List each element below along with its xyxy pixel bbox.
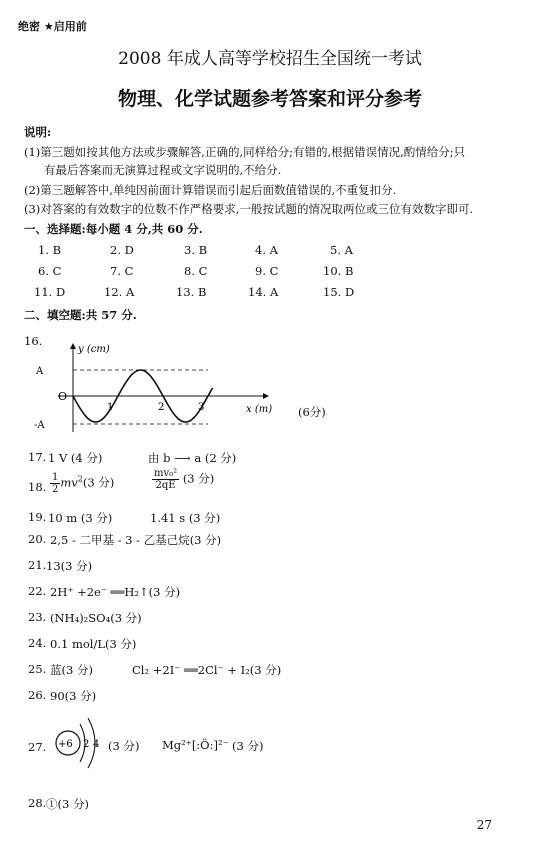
mc-answer: 4. A <box>255 243 278 257</box>
y-axis-label: y (cm) <box>78 344 110 355</box>
note-2: (2)第三题解答中,单纯因前面计算错误而引起后面数值错误的,不重复扣分. <box>24 183 397 197</box>
page-number: 27 <box>476 818 492 832</box>
q27-number: 27. <box>28 740 47 754</box>
q17-answer-a: 1 V (4 分) <box>48 451 103 465</box>
mc-answer: 1. B <box>38 243 62 257</box>
exam-title: 2008 年成人高等学校招生全国统一考试 <box>118 49 422 69</box>
q22-answer: 2H⁺ +2e⁻ ══H₂↑(3 分) <box>50 585 181 599</box>
q16-score: (6分) <box>298 405 326 419</box>
q25-answer-b: Cl₂ +2I⁻ ══2Cl⁻ + I₂(3 分) <box>132 663 282 677</box>
note-3: (3)对答案的有效数字的位数不作严格要求,一般按试题的情况取两位或三位有效数字即可. <box>24 202 474 216</box>
fraction-mv-2qe: $\frac{\text{mv₀²}}{2qE}$ <box>154 468 178 491</box>
x-tick-label: 3 <box>198 402 205 413</box>
q20-answer: 2,5 - 二甲基 - 3 - 乙基己烷(3 分) <box>50 533 222 547</box>
q19-answer-a: 10 m (3 分) <box>48 511 113 525</box>
q19-answer-b: 1.41 s (3 分) <box>150 511 221 525</box>
neg-amplitude-label: -A <box>34 420 45 431</box>
mc-answer: 15. D <box>323 285 355 299</box>
x-tick-label: 2 <box>158 402 165 413</box>
q17-number: 17. <box>28 450 47 464</box>
mc-answer: 7. C <box>110 264 134 278</box>
amplitude-label: A <box>36 366 44 377</box>
mc-answer: 2. D <box>110 243 134 257</box>
shell1-electrons: 2 <box>83 739 90 750</box>
q18-answer-b: $\frac{\text{mv₀²}}{2qE}$ (3 分) <box>154 468 215 491</box>
section2-heading: 二、填空题:共 57 分. <box>24 308 137 322</box>
shell2-electrons: 4 <box>93 739 100 750</box>
confidential-mark: 绝密 ★启用前 <box>18 20 87 33</box>
mc-answer: 13. B <box>176 285 207 299</box>
q17-answer-b: 由 b ⟶ a (2 分) <box>148 451 237 465</box>
q21-number: 21. <box>28 558 47 572</box>
mc-answer: 11. D <box>34 285 66 299</box>
notes-heading: 说明: <box>24 125 52 139</box>
answer-key-title: 物理、化学试题参考答案和评分参考 <box>117 88 422 110</box>
q27-score-a: (3 分) <box>108 739 140 753</box>
section1-heading: 一、选择题:每小题 4 分,共 60 分. <box>24 222 203 236</box>
x-tick-label: 1 <box>107 402 114 413</box>
origin-label: O <box>58 390 68 403</box>
mc-answer: 6. C <box>38 264 62 278</box>
x-axis-label: x (m) <box>246 404 273 415</box>
q28-answer: ①(3 分) <box>46 797 89 811</box>
q24-number: 24. <box>28 636 47 650</box>
mc-answer: 14. A <box>248 285 279 299</box>
mc-answer: 5. A <box>330 243 353 257</box>
q28-number: 28. <box>28 796 47 810</box>
q27-score-b: (3 分) <box>232 739 264 753</box>
q25-answer-a: 蓝(3 分) <box>50 663 93 677</box>
q26-number: 26. <box>28 688 47 702</box>
mc-answer: 10. B <box>323 264 354 278</box>
q20-number: 20. <box>28 532 47 546</box>
q18-number: 18. <box>28 480 47 494</box>
q19-number: 19. <box>28 510 47 524</box>
note-1a: (1)第三题如按其他方法或步骤解答,正确的,同样给分;有错的,根据错误情况,酌情给分;只 <box>24 145 466 159</box>
note-1b: 有最后答案而无演算过程或文字说明的,不给分. <box>44 163 282 177</box>
mc-answer: 8. C <box>184 264 208 278</box>
mc-answer: 9. C <box>255 264 279 278</box>
q27-answer-b: Mg²⁺[:Ö:]²⁻ <box>162 738 229 752</box>
mc-answer: 12. A <box>104 285 135 299</box>
q16-number: 16. <box>24 334 43 348</box>
q22-number: 22. <box>28 584 47 598</box>
atom-structure-diagram <box>50 714 110 770</box>
nucleus-charge: +6 <box>58 739 73 750</box>
mc-answer: 3. B <box>184 243 208 257</box>
q21-answer: 13(3 分) <box>46 559 93 573</box>
wave-graph <box>28 340 288 440</box>
q18-answer-a: $\frac{1}{2}$ $mv^2(3$ 分) <box>52 472 115 495</box>
q25-number: 25. <box>28 662 47 676</box>
q23-number: 23. <box>28 610 47 624</box>
fraction-half: $\frac{1}{2}$ <box>52 472 59 495</box>
q23-answer: (NH₄)₂SO₄(3 分) <box>50 611 142 625</box>
q26-answer: 90(3 分) <box>50 689 97 703</box>
q24-answer: 0.1 mol/L(3 分) <box>50 637 137 651</box>
